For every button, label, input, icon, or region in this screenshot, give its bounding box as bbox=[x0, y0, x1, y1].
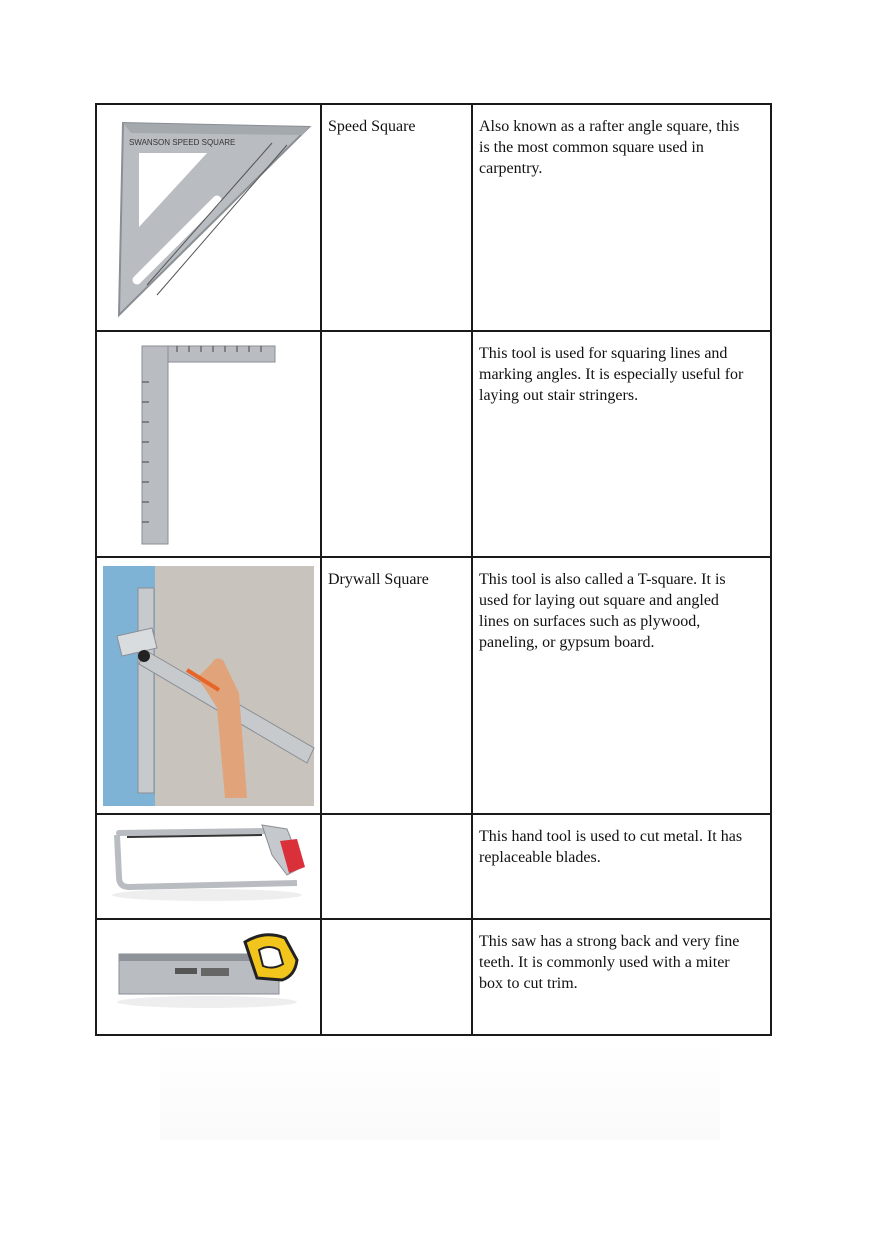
table-row bbox=[96, 331, 771, 557]
name-cell bbox=[321, 104, 472, 331]
tool-name bbox=[322, 332, 471, 343]
description-cell bbox=[472, 104, 771, 331]
tool-name bbox=[322, 920, 471, 931]
tool-description: This saw has a strong back and very fine teeth. It is commonly used with a miter box to cut trim. bbox=[479, 933, 740, 992]
image-cell bbox=[96, 814, 321, 919]
tool-name: Drywall Square bbox=[328, 571, 429, 588]
backsaw-image bbox=[97, 920, 320, 1034]
tools-table bbox=[95, 103, 772, 1036]
image-cell bbox=[96, 104, 321, 331]
drywall-square-image bbox=[97, 558, 320, 813]
description-cell bbox=[472, 557, 771, 814]
tool-description: Also known as a rafter angle square, this is the most common square used in carpentry. bbox=[479, 118, 740, 177]
page-background bbox=[160, 1040, 720, 1140]
image-cell bbox=[96, 919, 321, 1035]
name-cell bbox=[321, 557, 472, 814]
name-cell bbox=[321, 919, 472, 1035]
image-cell bbox=[96, 557, 321, 814]
hacksaw-image bbox=[97, 815, 320, 918]
tool-name: Speed Square bbox=[328, 118, 416, 135]
description-cell bbox=[472, 814, 771, 919]
table-row bbox=[96, 557, 771, 814]
tool-description: This tool is used for squaring lines and marking angles. It is especially useful for laying out stair stringers. bbox=[479, 345, 744, 404]
framing-square-image bbox=[97, 332, 320, 556]
tool-description: This hand tool is used to cut metal. It has replaceable blades. bbox=[479, 828, 743, 866]
tool-description: This tool is also called a T-square. It is used for laying out square and angled lines on surfaces such as plywood, paneling, or gypsum board. bbox=[479, 571, 726, 651]
description-cell bbox=[472, 919, 771, 1035]
speed-square-image bbox=[97, 105, 320, 330]
speed-square-brand-text: SWANSON SPEED SQUARE bbox=[129, 138, 236, 147]
name-cell bbox=[321, 814, 472, 919]
description-cell bbox=[472, 331, 771, 557]
table-row bbox=[96, 919, 771, 1035]
tool-name bbox=[322, 815, 471, 826]
table-row bbox=[96, 104, 771, 331]
table-row bbox=[96, 814, 771, 919]
name-cell bbox=[321, 331, 472, 557]
image-cell bbox=[96, 331, 321, 557]
